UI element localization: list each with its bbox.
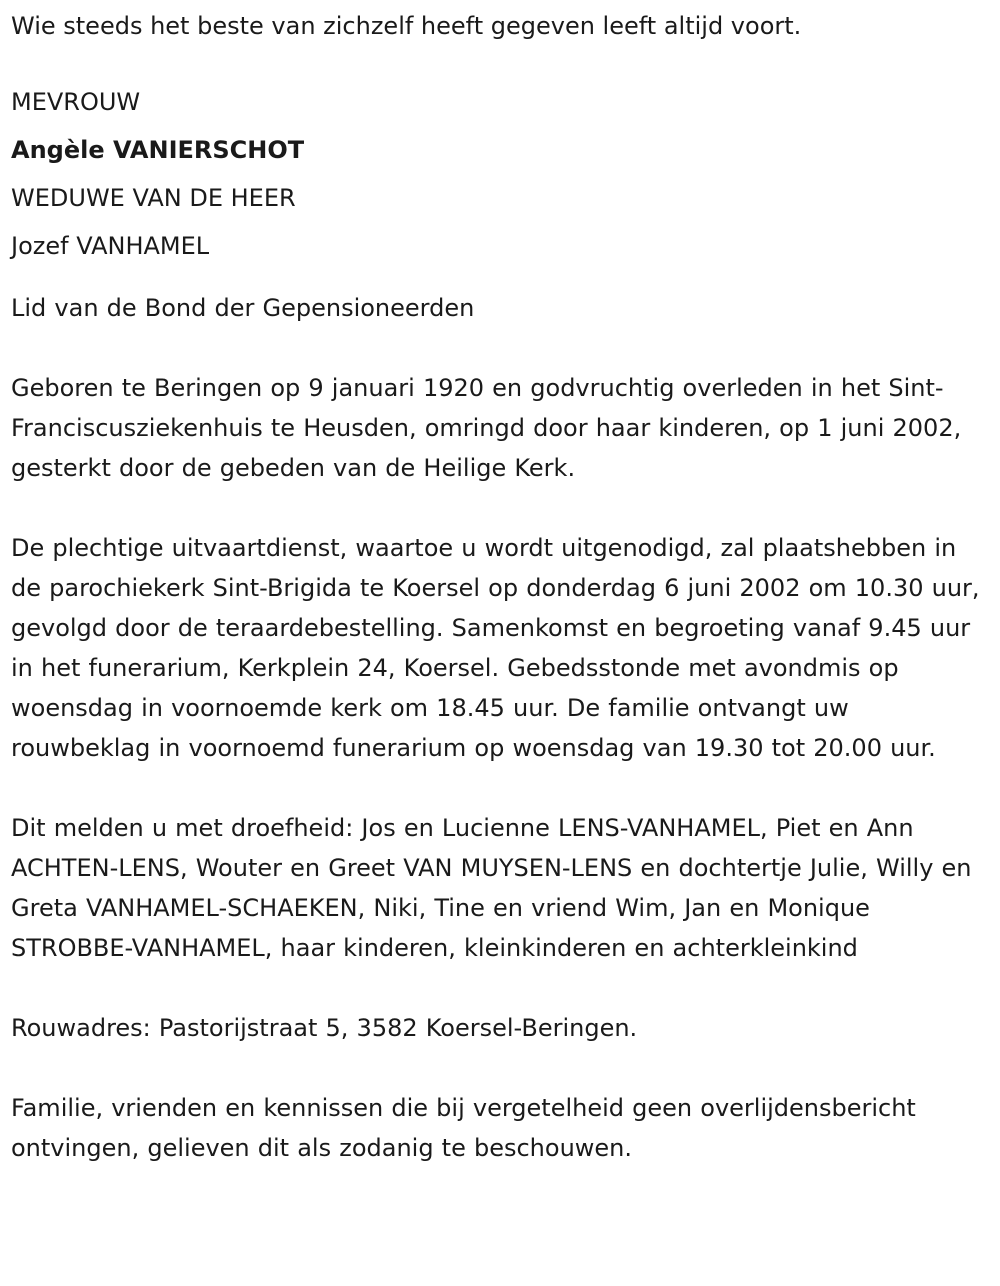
motto: Wie steeds het beste van zichzelf heeft gegeven leeft altijd voort.	[11, 12, 802, 40]
spacer	[11, 328, 1000, 368]
relation: WEDUWE VAN DE HEER	[11, 184, 296, 212]
spacer	[11, 968, 1000, 1008]
spacer	[11, 270, 1000, 288]
spacer	[11, 1048, 1000, 1088]
spouse-name: Jozef VANHAMEL	[11, 232, 210, 260]
spacer	[11, 44, 1000, 78]
membership: Lid van de Bond der Gepensioneerden	[11, 294, 475, 322]
title: MEVROUW	[11, 88, 141, 116]
closing-paragraph: Familie, vrienden en kennissen die bij vergetelheid geen overlijdensbericht ontvingen, gelieven dit als zodanig te beschouwen.	[11, 1094, 916, 1162]
spacer	[11, 488, 1000, 528]
announcement-paragraph: Dit melden u met droefheid: Jos en Lucienne LENS-VANHAMEL, Piet en Ann ACHTEN-LENS, Wouter en Greet VAN MUYSEN-LENS en dochtertje Julie, Willy en Greta VANHAMEL-SCHAEKEN, Niki, Tine en vriend Wim, Jan en Monique STROBBE-VANHAMEL, haar kinderen, kleinkinderen en achterkleinkind	[11, 814, 972, 962]
funeral-paragraph: De plechtige uitvaartdienst, waartoe u wordt uitgenodigd, zal plaatshebben in de parochiekerk Sint-Brigida te Koersel op donderdag 6 juni 2002 om 10.30 uur, gevolgd door de teraardebestelling. Samenkomst en begroeting vanaf 9.45 uur in het funerarium, Kerkplein 24, Koersel. Gebedsstonde met avondmis op woensdag in voornoemde kerk om 18.45 uur. De familie ontvangt uw rouwbeklag in voornoemd funerarium op woensdag van 19.30 tot 20.00 uur.	[11, 534, 980, 762]
deceased-name: Angèle VANIERSCHOT	[11, 136, 305, 164]
spacer	[11, 768, 1000, 808]
mourning-address: Rouwadres: Pastorijstraat 5, 3582 Koersel-Beringen.	[11, 1014, 638, 1042]
birth-death-paragraph: Geboren te Beringen op 9 januari 1920 en godvruchtig overleden in het Sint-Franciscusziekenhuis te Heusden, omringd door haar kinderen, op 1 juni 2002, gesterkt door de gebeden van de Heilige Kerk.	[11, 374, 962, 482]
